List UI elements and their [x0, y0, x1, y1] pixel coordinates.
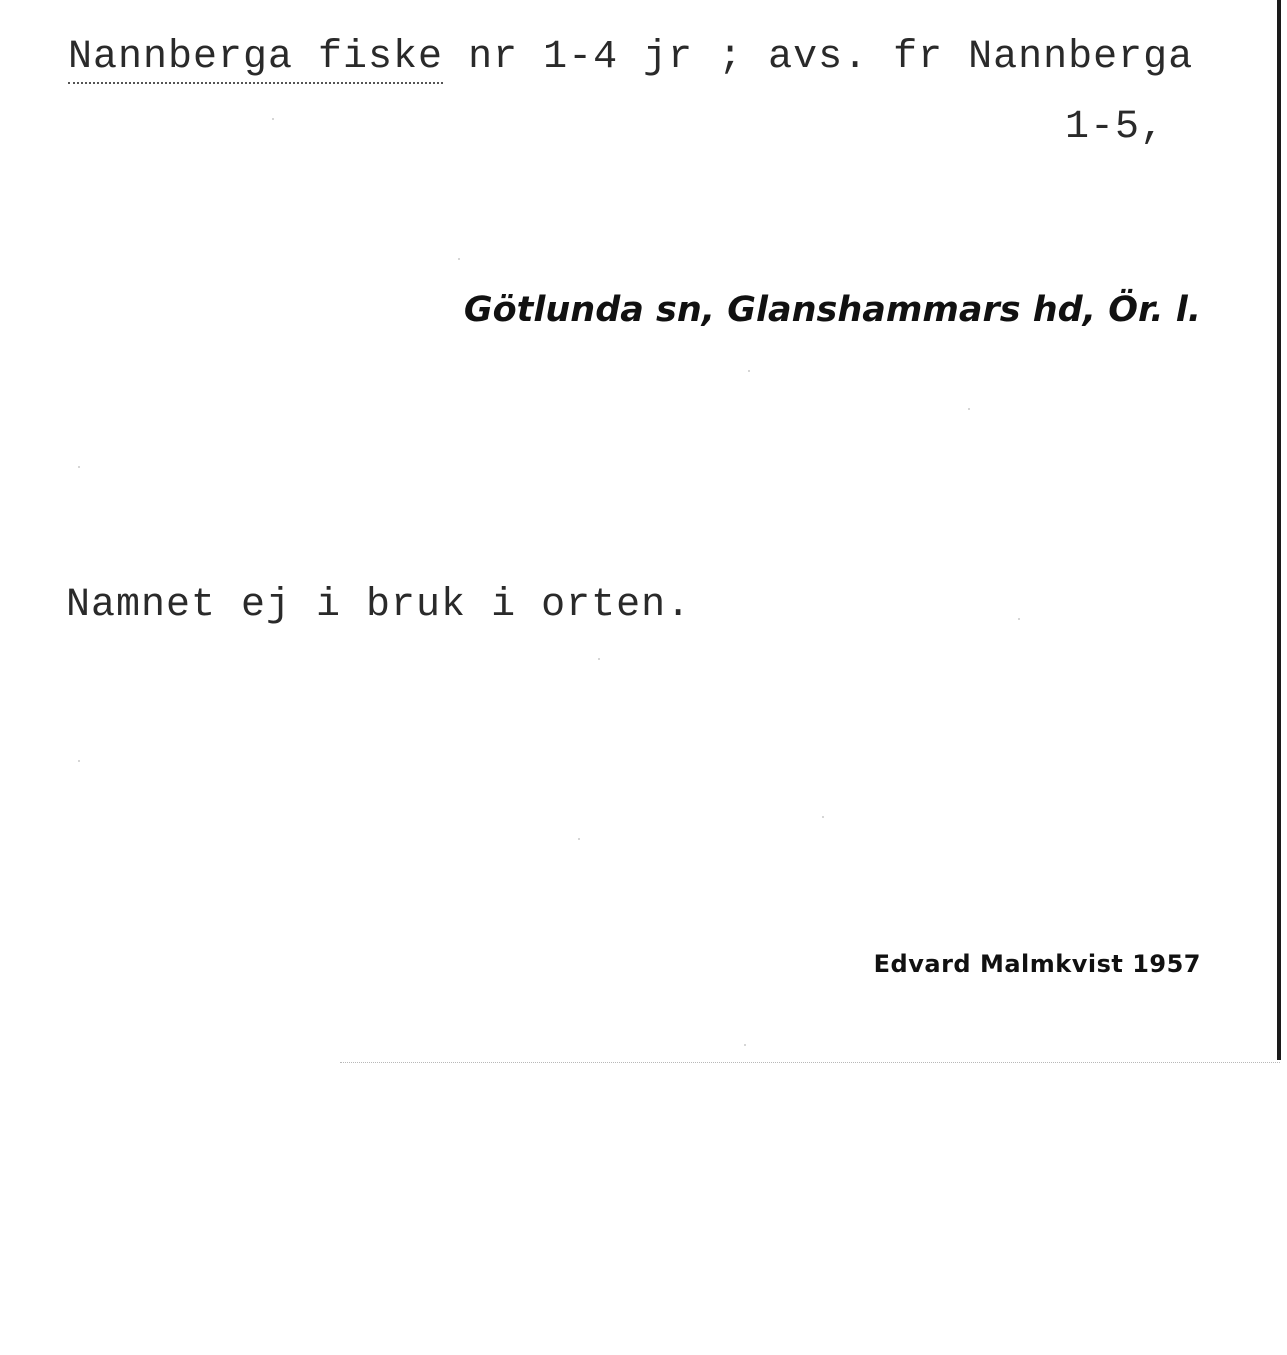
paper-speck [744, 1044, 746, 1046]
paper-speck [578, 838, 580, 840]
collector-signature: Edvard Malmkvist 1957 [873, 950, 1201, 978]
paper-speck [968, 408, 970, 410]
paper-speck [598, 658, 600, 660]
reference-continuation: 1-5, [1064, 105, 1165, 150]
card-bottom-edge [340, 1062, 1280, 1064]
paper-speck [78, 466, 80, 468]
location-stamp: Götlunda sn, Glanshammars hd, Ör. l. [463, 290, 1201, 330]
paper-speck [78, 760, 80, 762]
paper-speck [748, 370, 750, 372]
usage-note: Namnet ej i bruk i orten. [66, 583, 692, 628]
headword: Nannberga fiske [68, 35, 443, 84]
paper-speck [458, 258, 460, 260]
paper-speck [272, 118, 274, 120]
paper-speck [1018, 618, 1020, 620]
heading-line [68, 34, 1193, 82]
paper-speck [822, 816, 824, 818]
reference-line: nr 1-4 jr ; avs. fr Nannberga [468, 35, 1194, 80]
